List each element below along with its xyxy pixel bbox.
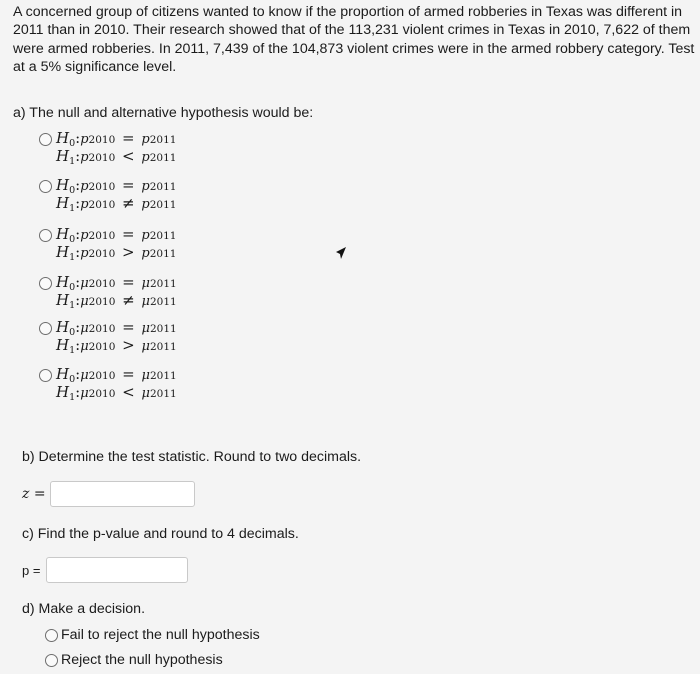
problem-statement: A concerned group of citizens wanted to know if the proportion of armed robberies in Texas was different in 2011 than in 2010. Their research showed that of the 113,231 violent crimes in Texas in 2010, 7,622 of them were armed robberies. In 2011, 7,439 of the 104,873 violent crimes were in the armed robbery category. Test at a 5% significance level. xyxy=(13,4,695,76)
radio-button[interactable] xyxy=(39,180,52,193)
alt-hypothesis: $H_1:\mu 2010 \ne \mu 2011$ xyxy=(56,291,177,311)
part-a-label: a) The null and alternative hypothesis would be: xyxy=(13,105,314,121)
decision-option-label: Reject the null hypothesis xyxy=(61,652,223,668)
radio-button[interactable] xyxy=(39,133,52,146)
null-hypothesis: $H_0:p2010 = p2011$ xyxy=(56,176,177,196)
part-b-label: b) Determine the test statistic. Round to two decimals. xyxy=(22,449,362,465)
p-label: p = xyxy=(22,563,41,578)
null-hypothesis: $H_0:p2010 = p2011$ xyxy=(56,129,177,149)
radio-button[interactable] xyxy=(39,277,52,290)
radio-button[interactable] xyxy=(39,322,52,335)
z-label-text: z = xyxy=(22,486,46,502)
part-d-label: d) Make a decision. xyxy=(22,601,146,617)
radio-button[interactable] xyxy=(39,369,52,382)
null-hypothesis: $H_0:\mu 2010 = \mu 2011$ xyxy=(56,318,177,338)
alt-hypothesis: $H_1:p2010 > p2011$ xyxy=(56,243,177,263)
alt-hypothesis: $H_1:p2010 < p2011$ xyxy=(56,147,177,167)
radio-button[interactable] xyxy=(45,654,58,667)
z-input[interactable] xyxy=(50,481,195,507)
null-hypothesis: $H_0:p2010 = p2011$ xyxy=(56,225,177,245)
radio-button[interactable] xyxy=(39,229,52,242)
mouse-cursor-icon xyxy=(334,246,348,262)
part-c-label: c) Find the p-value and round to 4 decimals. xyxy=(22,526,299,542)
z-label xyxy=(22,485,46,502)
p-value-input[interactable] xyxy=(46,557,188,583)
alt-hypothesis: $H_1:\mu 2010 > \mu 2011$ xyxy=(56,336,177,356)
null-hypothesis: $H_0:\mu 2010 = \mu 2011$ xyxy=(56,273,177,293)
alt-hypothesis: $H_1:p2010 \ne p2011$ xyxy=(56,194,177,214)
radio-button[interactable] xyxy=(45,629,58,642)
decision-option-label: Fail to reject the null hypothesis xyxy=(61,627,260,643)
null-hypothesis: $H_0:\mu 2010 = \mu 2011$ xyxy=(56,365,177,385)
alt-hypothesis: $H_1:\mu 2010 < \mu 2011$ xyxy=(56,383,177,403)
